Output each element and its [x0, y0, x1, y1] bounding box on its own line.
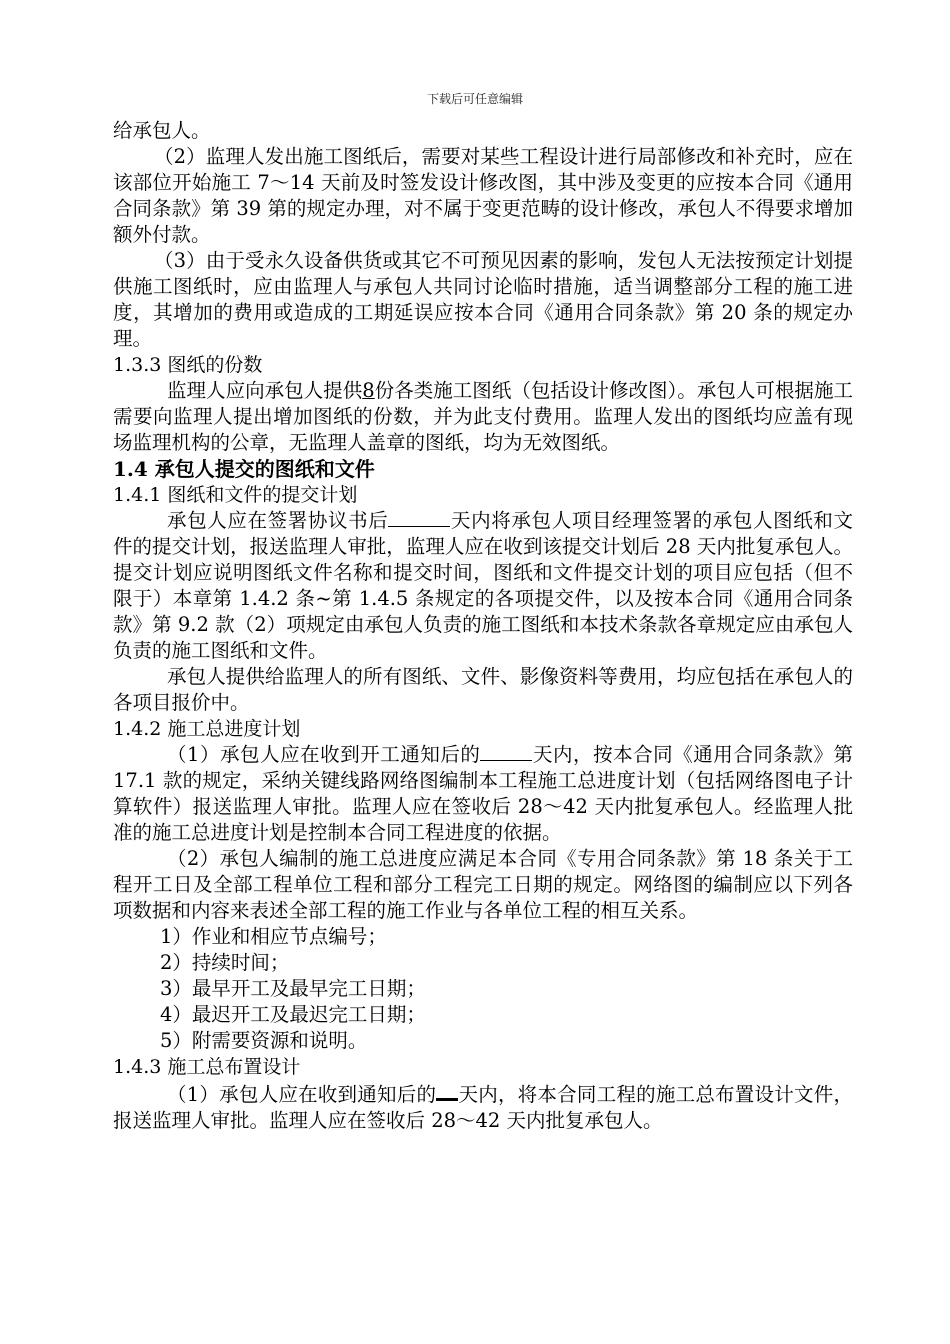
section-heading: 1.4.1 图纸和文件的提交计划 [113, 484, 358, 506]
paragraph: （1）承包人应在收到通知后的 天内，将本合同工程的施工总布置设计文件，报送监理人审批。监理人应在签收后 28～42 天内批复承包人。 [113, 1080, 853, 1134]
paragraph: 承包人应在签署协议书后 天内将承包人项目经理签署的承包人图纸和文件的提交计划，报送监理人审批，监理人应在收到该提交计划后 28 天内批复承包人。提交计划应说明图纸文件名称和提交时间，图纸和文件提交计划的项目应包括（但不限于）本章第 1.4.2 条~第 1.4.5 条规定的各项提交件，以及按本合同《通用合同条款》第 9.2 款（2）项规定由承包人负责的施工图纸和本技术条款各章规定应由承包人负责的施工图纸和文件。 [113, 509, 853, 662]
paragraph: （2）监理人发出施工图纸后，需要对某些工程设计进行局部修改和补充时，应在该部位开始施工 7～14 天前及时签发设计修改图，其中涉及变更的应按本合同《通用合同条款》第 39 第的规定办理，对不属于变更范畴的设计修改，承包人不得要求增加额外付款。 [113, 145, 853, 246]
page-header: 下载后可任意编辑 [426, 92, 523, 106]
paragraph: 承包人提供给监理人的所有图纸、文件、影像资料等费用，均应包括在承包人的各项目报价中。 [113, 665, 853, 714]
paragraph: （1）承包人应在收到开工通知后的 天内，按本合同《通用合同条款》第 17.1 款的规定，采纳关键线路网络图编制本工程施工总进度计划（包括网络图电子计算软件）报送监理人审批。监理人应在签收后 28～42 天内批复承包人。经监理人批准的施工总进度计划是控制本合同工程进度的依据。 [113, 743, 853, 844]
list-item: 3）最早开工及最早完工日期； [160, 977, 426, 1000]
list-item: 4）最迟开工及最迟完工日期； [160, 1003, 426, 1026]
section-heading: 1.4.3 施工总布置设计 [113, 1056, 301, 1078]
list-item: 1）作业和相应节点编号； [160, 925, 387, 948]
document-body [113, 118, 853, 1134]
paragraph: （3）由于受永久设备供货或其它不可预见因素的影响，发包人无法按预定计划提供施工图纸时，应由监理人与承包人共同讨论临时措施，适当调整部分工程的施工进度，其增加的费用或造成的工期延误应按本合同《通用合同条款》第 20 条的规定办理。 [113, 249, 853, 350]
blank-line [480, 742, 532, 761]
list-item: 2）持续时间； [160, 951, 290, 974]
paragraph: （2）承包人编制的施工总进度应满足本合同《专用合同条款》第 18 条关于工程开工日及全部工程单位工程和部分工程完工日期的规定。网络图的编制应以下列各项数据和内容来表述全部工程的施工作业与各单位工程的相互关系。 [113, 847, 853, 922]
section-heading: 1.3.3 图纸的份数 [113, 354, 263, 376]
paragraph: 监理人应向承包人提供8份各类施工图纸（包括设计修改图）。承包人可根据施工需要向监理人提出增加图纸的份数，并为此支付费用。监理人发出的图纸均应盖有现场监理机构的公章，无监理人盖章的图纸，均为无效图纸。 [113, 379, 853, 454]
list-item: 5）附需要资源和说明。 [160, 1029, 368, 1052]
blank-line [388, 508, 450, 527]
copies-count: 8 [362, 379, 375, 402]
section-heading: 1.4 承包人提交的图纸和文件 [113, 457, 375, 481]
blank-line [436, 1080, 458, 1101]
section-heading: 1.4.2 施工总进度计划 [113, 718, 301, 740]
paragraph: 给承包人。 [113, 119, 211, 142]
